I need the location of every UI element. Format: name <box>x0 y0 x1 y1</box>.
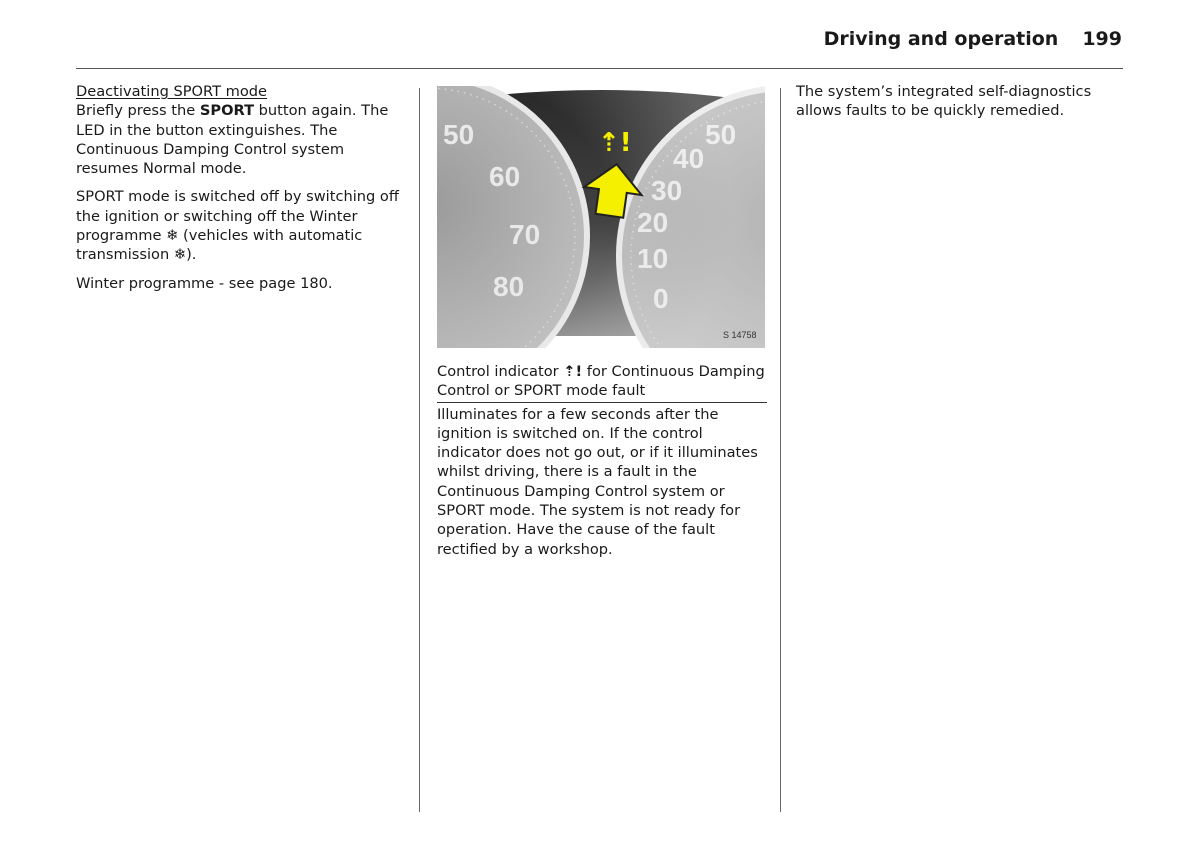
damping-fault-indicator-icon: ⇡! <box>598 128 632 158</box>
paragraph-press-sport <box>76 101 406 178</box>
gauge-number: 80 <box>493 271 525 302</box>
gauge-number: 30 <box>651 175 683 206</box>
text-fragment: Briefly press the <box>76 102 200 120</box>
text-fragment: ). <box>186 246 197 264</box>
column-divider-left <box>419 88 420 812</box>
paragraph-winter-reference: Winter programme - see page 180. <box>76 274 333 292</box>
section-title: Driving and operation <box>823 28 1059 50</box>
paragraph-indicator-description: Illuminates for a few seconds after the ignition is switched on. If the control indicator does not go out, or if it illuminates whilst driving, there is a fault in the Continuous Damping Control system or SPORT mode. The system is not ready for operation. Have the cause of the fault rectified by a workshop. <box>437 405 758 558</box>
figure-reference-code: S 14758 <box>723 330 757 340</box>
instrument-cluster-figure <box>437 86 765 348</box>
column-divider-right <box>780 88 781 812</box>
section-heading-deactivating-sport: Deactivating SPORT mode <box>76 83 268 100</box>
winter-programme-icon: ❄ <box>173 246 187 264</box>
page-header <box>824 28 1122 50</box>
gauge-number: 50 <box>443 119 475 150</box>
damping-fault-indicator-icon: ⇡! <box>563 363 583 380</box>
instrument-cluster-illustration <box>437 86 765 348</box>
page-number: 199 <box>1082 28 1122 50</box>
sport-button-label: SPORT <box>199 102 255 120</box>
text-fragment: (vehicles with automatic transmission <box>76 227 363 264</box>
gauge-number: 70 <box>509 219 541 250</box>
paragraph-self-diagnostics: The system’s integrated self-diagnostics allows faults to be quickly remedied. <box>796 83 1092 120</box>
text-fragment: Control indicator <box>437 363 564 380</box>
gauge-number: 10 <box>637 243 669 274</box>
column-right <box>796 82 1126 130</box>
header-divider <box>76 68 1123 69</box>
winter-programme-icon: ❄ <box>166 227 179 245</box>
gauge-number: 50 <box>705 119 737 150</box>
section-heading-control-indicator <box>437 362 767 403</box>
column-middle <box>437 362 767 568</box>
text-fragment: for Continuous Damping Control or SPORT mode fault <box>437 363 765 400</box>
gauge-number: 40 <box>673 143 705 174</box>
column-left <box>76 82 406 302</box>
text-fragment: button again. The LED in the button extinguishes. The Continuous Damping Control system resumes Normal mode. <box>76 102 389 178</box>
paragraph-sport-switched-off <box>76 187 406 264</box>
gauge-number: 0 <box>653 283 669 314</box>
gauge-number: 60 <box>489 161 521 192</box>
text-fragment: SPORT mode is switched off by switching off the ignition or switching off the Winter programme <box>76 188 399 245</box>
gauge-number: 20 <box>637 207 669 238</box>
